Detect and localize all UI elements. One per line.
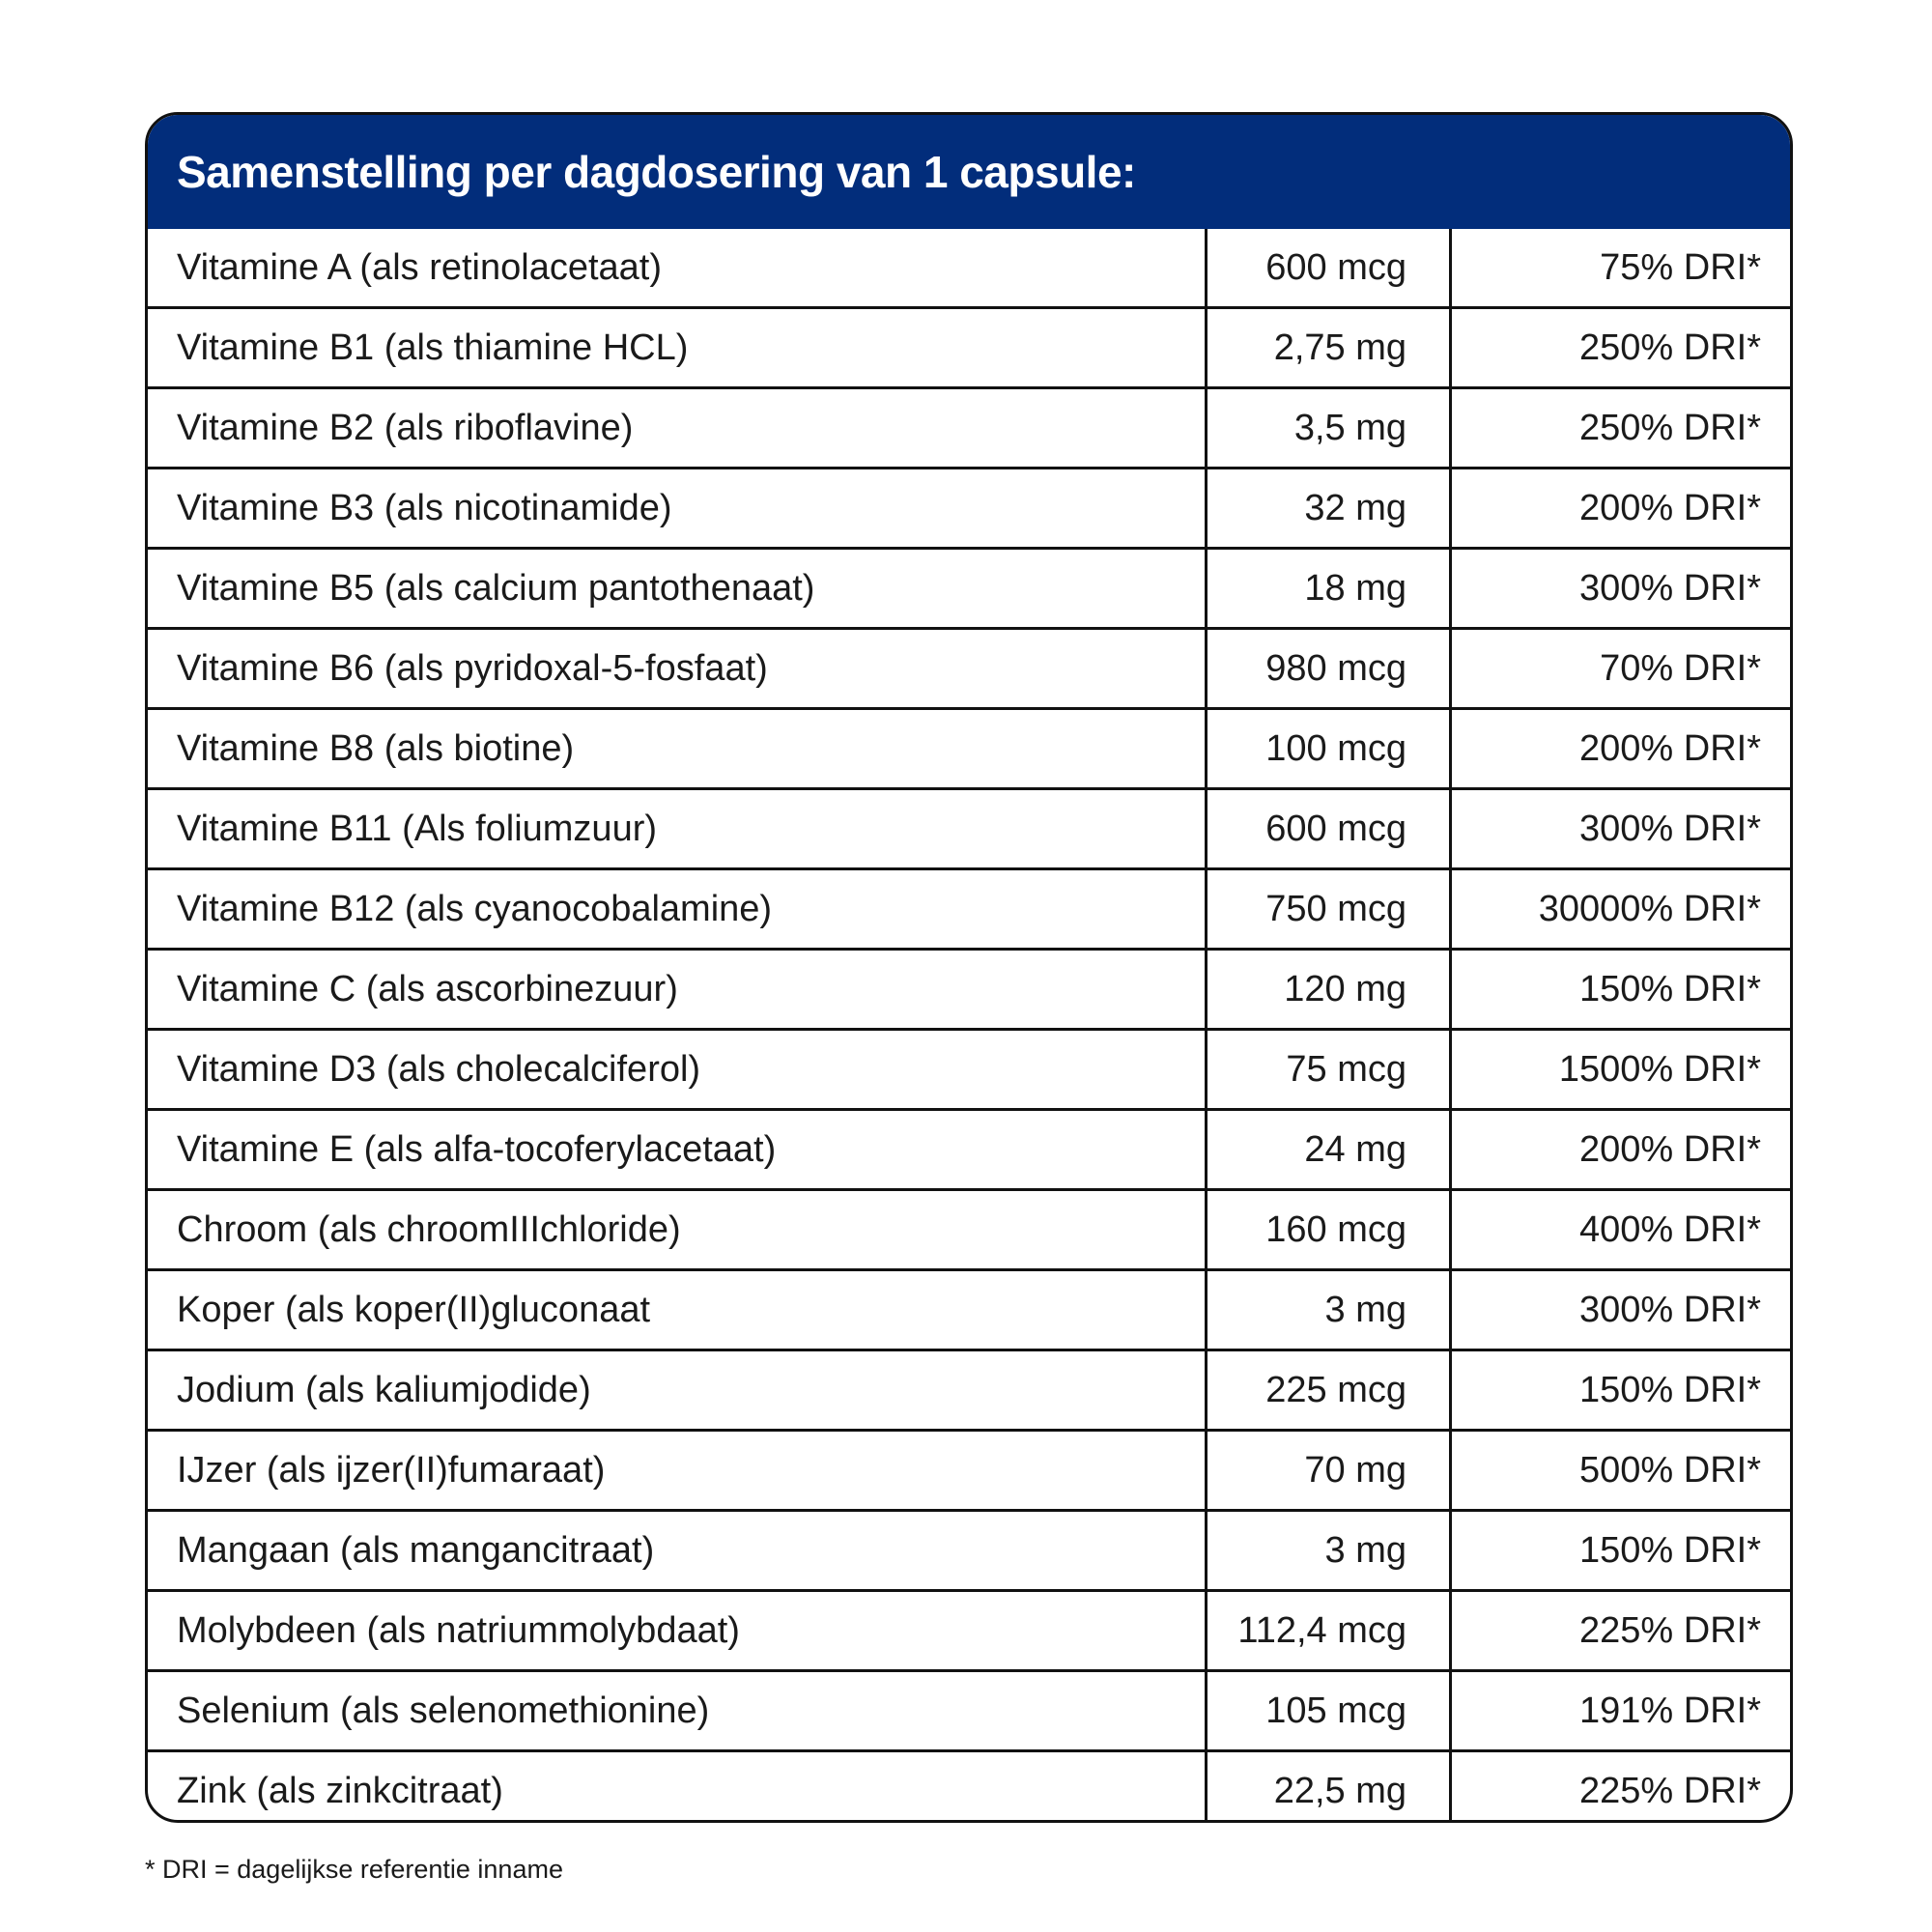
ingredient-dri: 70% DRI* [1600, 647, 1761, 689]
ingredient-name: Vitamine C (als ascorbinezuur) [148, 951, 1208, 1028]
ingredient-name: IJzer (als ijzer(II)fumaraat) [148, 1432, 1208, 1509]
ingredient-name: Mangaan (als mangancitraat) [148, 1512, 1208, 1589]
ingredient-dri: 75% DRI* [1600, 246, 1761, 288]
table-row [148, 1188, 1790, 1268]
table-body [148, 229, 1790, 1823]
ingredient-name: Zink (als zinkcitraat) [148, 1752, 1208, 1823]
ingredient-dri: 30000% DRI* [1538, 888, 1761, 929]
table-row [148, 1669, 1790, 1749]
ingredient-dri: 250% DRI* [1579, 327, 1761, 368]
ingredient-name: Jodium (als kaliumjodide) [148, 1351, 1208, 1429]
table-row [148, 787, 1790, 867]
ingredient-amount: 120 mg [1208, 951, 1452, 1028]
ingredient-amount: 980 mcg [1208, 630, 1452, 707]
table-row [148, 1108, 1790, 1188]
ingredient-name: Koper (als koper(II)gluconaat [148, 1271, 1208, 1349]
ingredient-dri: 191% DRI* [1579, 1690, 1761, 1731]
ingredient-amount: 3,5 mg [1208, 389, 1452, 467]
table-title: Samenstelling per dagdosering van 1 capsule: [148, 115, 1790, 229]
ingredient-name: Vitamine B3 (als nicotinamide) [148, 469, 1208, 547]
ingredient-dri: 200% DRI* [1579, 1128, 1761, 1170]
ingredient-name: Vitamine B5 (als calcium pantothenaat) [148, 550, 1208, 627]
ingredient-dri: 200% DRI* [1579, 727, 1761, 769]
table-row [148, 1268, 1790, 1349]
ingredient-amount: 75 mcg [1208, 1031, 1452, 1108]
ingredient-dri: 1500% DRI* [1558, 1048, 1761, 1090]
ingredient-dri: 300% DRI* [1579, 567, 1761, 609]
ingredient-amount: 2,75 mg [1208, 309, 1452, 386]
ingredient-amount: 225 mcg [1208, 1351, 1452, 1429]
table-row [148, 229, 1790, 306]
ingredient-name: Vitamine D3 (als cholecalciferol) [148, 1031, 1208, 1108]
table-row [148, 1028, 1790, 1108]
ingredient-amount: 105 mcg [1208, 1672, 1452, 1749]
table-row [148, 467, 1790, 547]
ingredient-dri: 150% DRI* [1579, 1529, 1761, 1571]
table-row [148, 306, 1790, 386]
table-row [148, 547, 1790, 627]
ingredient-dri: 500% DRI* [1579, 1449, 1761, 1491]
ingredient-name: Selenium (als selenomethionine) [148, 1672, 1208, 1749]
ingredient-name: Chroom (als chroomIIIchloride) [148, 1191, 1208, 1268]
ingredient-name: Vitamine B6 (als pyridoxal-5-fosfaat) [148, 630, 1208, 707]
ingredient-amount: 600 mcg [1208, 790, 1452, 867]
ingredient-amount: 24 mg [1208, 1111, 1452, 1188]
table-row [148, 1349, 1790, 1429]
table-row [148, 1589, 1790, 1669]
ingredient-amount: 100 mcg [1208, 710, 1452, 787]
ingredient-amount: 22,5 mg [1208, 1752, 1452, 1823]
ingredient-dri: 300% DRI* [1579, 808, 1761, 849]
table-row [148, 1509, 1790, 1589]
ingredient-dri: 400% DRI* [1579, 1208, 1761, 1250]
table-row [148, 627, 1790, 707]
ingredient-name: Molybdeen (als natriummolybdaat) [148, 1592, 1208, 1669]
ingredient-dri: 200% DRI* [1579, 487, 1761, 528]
ingredient-amount: 112,4 mcg [1208, 1592, 1452, 1669]
ingredient-amount: 32 mg [1208, 469, 1452, 547]
table-row [148, 386, 1790, 467]
ingredient-dri: 300% DRI* [1579, 1289, 1761, 1330]
table-row [148, 1429, 1790, 1509]
table-row [148, 948, 1790, 1028]
ingredient-name: Vitamine E (als alfa-tocoferylacetaat) [148, 1111, 1208, 1188]
ingredient-name: Vitamine B2 (als riboflavine) [148, 389, 1208, 467]
ingredient-dri: 225% DRI* [1579, 1609, 1761, 1651]
composition-table [145, 112, 1793, 1823]
footnote: * DRI = dagelijkse referentie inname [145, 1855, 563, 1884]
ingredient-amount: 3 mg [1208, 1271, 1452, 1349]
table-row [148, 707, 1790, 787]
table-row [148, 1749, 1790, 1823]
ingredient-dri: 150% DRI* [1579, 1369, 1761, 1410]
ingredient-amount: 18 mg [1208, 550, 1452, 627]
ingredient-name: Vitamine B1 (als thiamine HCL) [148, 309, 1208, 386]
ingredient-name: Vitamine B8 (als biotine) [148, 710, 1208, 787]
ingredient-dri: 150% DRI* [1579, 968, 1761, 1009]
ingredient-name: Vitamine B11 (Als foliumzuur) [148, 790, 1208, 867]
ingredient-amount: 600 mcg [1208, 229, 1452, 306]
ingredient-amount: 70 mg [1208, 1432, 1452, 1509]
ingredient-dri: 225% DRI* [1579, 1770, 1761, 1811]
ingredient-amount: 750 mcg [1208, 870, 1452, 948]
ingredient-amount: 160 mcg [1208, 1191, 1452, 1268]
ingredient-amount: 3 mg [1208, 1512, 1452, 1589]
table-row [148, 867, 1790, 948]
ingredient-name: Vitamine B12 (als cyanocobalamine) [148, 870, 1208, 948]
ingredient-name: Vitamine A (als retinolacetaat) [148, 229, 1208, 306]
ingredient-dri: 250% DRI* [1579, 407, 1761, 448]
